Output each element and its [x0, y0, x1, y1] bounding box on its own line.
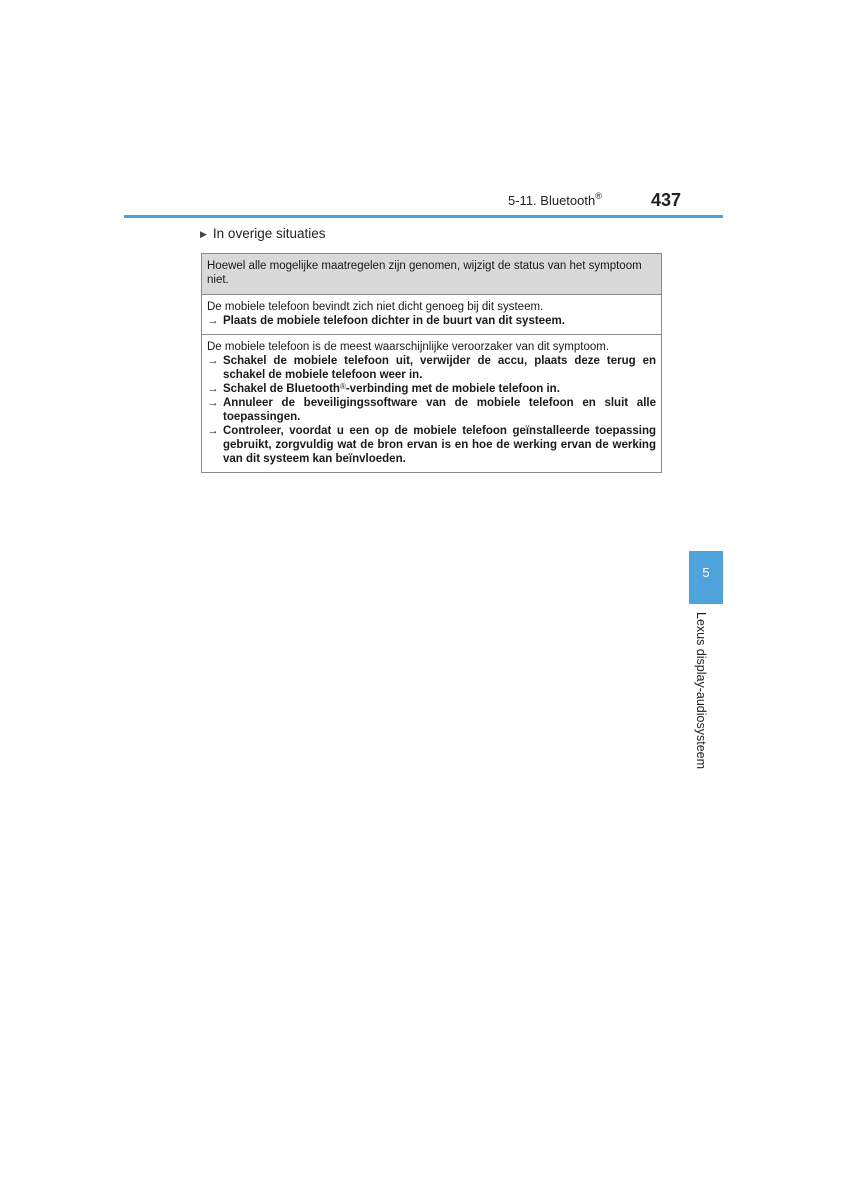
arrow-icon: → — [207, 355, 219, 367]
remedy-text: Controleer, voordat u een op de mobiele telefoon geïnstalleerde toepassing gebruikt, zorgvuldig wat de bron ervan is en hoe de werking ervan de werking van dit systeem kan beïnvloeden. — [223, 425, 656, 465]
remedy-item — [207, 314, 656, 328]
chapter-number: 5 — [702, 565, 710, 580]
remedy-item — [207, 382, 656, 396]
page-number: 437 — [651, 190, 682, 210]
remedy-text-part: Schakel de Bluetooth — [223, 383, 340, 395]
remedy-text: Plaats de mobiele telefoon dichter in de buurt van dit systeem. — [223, 315, 565, 327]
table-row — [202, 294, 661, 334]
arrow-icon: → — [207, 425, 219, 437]
header-rule — [124, 215, 723, 218]
section-heading-text: In overige situaties — [212, 226, 326, 241]
remedy-item — [207, 424, 656, 466]
chapter-label: Lexus display-audiosysteem — [694, 612, 708, 770]
remedy-item — [207, 396, 656, 424]
arrow-icon: → — [207, 383, 219, 395]
cause-text: De mobiele telefoon is de meest waarschijnlijke veroorzaker van dit symptoom. — [207, 341, 610, 353]
troubleshooting-table — [201, 253, 662, 473]
registered-mark: ® — [595, 191, 602, 201]
remedy-text: Annuleer de beveiligingssoftware van de mobiele telefoon en sluit alle toepassingen. — [223, 397, 656, 423]
remedy-text-part: -verbinding met de mobiele telefoon in. — [345, 383, 560, 395]
section-title-text: 5-11. Bluetooth — [508, 193, 596, 208]
arrow-icon: → — [207, 397, 219, 409]
remedy-text: Schakel de mobiele telefoon uit, verwijder de accu, plaats deze terug en schakel de mobiele telefoon weer in. — [223, 355, 656, 381]
triangle-bullet-icon: ▶ — [200, 229, 207, 239]
arrow-icon: → — [207, 315, 219, 327]
cause-text: De mobiele telefoon bevindt zich niet dicht genoeg bij dit systeem. — [207, 301, 544, 313]
remedy-item — [207, 354, 656, 382]
table-row — [202, 334, 661, 472]
section-heading — [200, 226, 325, 241]
registered-mark: ® — [339, 382, 346, 391]
remedy-text — [223, 382, 656, 396]
table-header: Hoewel alle mogelijke maatregelen zijn genomen, wijzigt de status van het symptoom niet. — [202, 254, 661, 294]
section-title — [508, 193, 602, 208]
chapter-tab — [689, 551, 723, 604]
